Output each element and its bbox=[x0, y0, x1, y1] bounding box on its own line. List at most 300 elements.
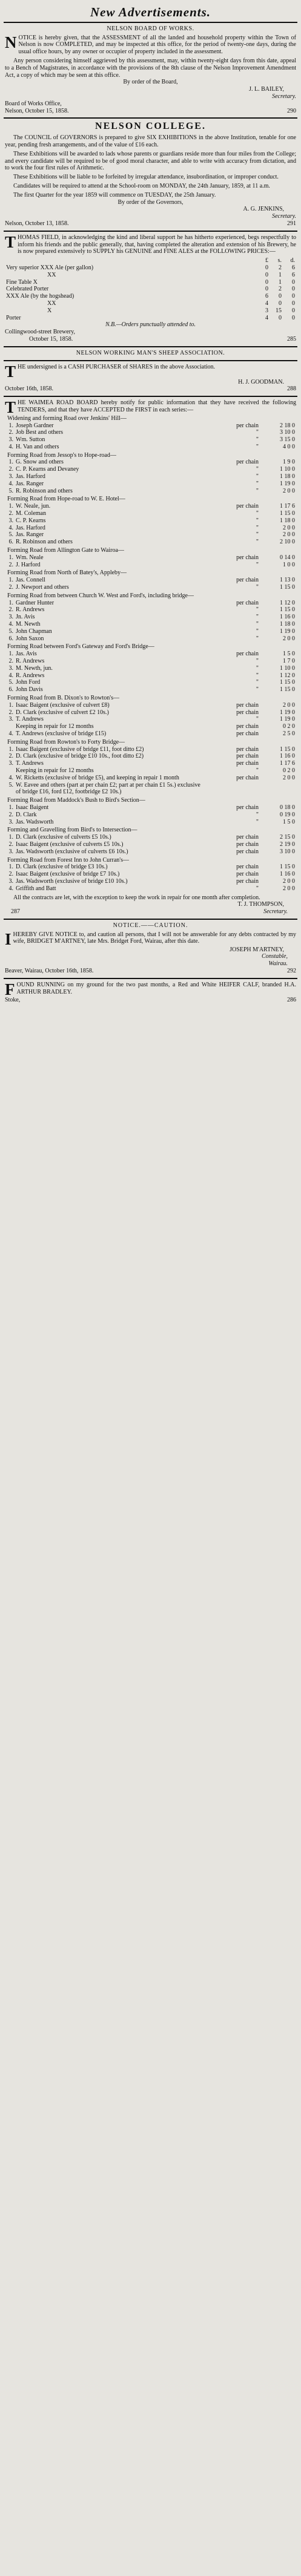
place-line: Wairau. bbox=[268, 960, 288, 968]
tender-name: Jn. Avis bbox=[16, 614, 35, 621]
tender-index: 1. bbox=[8, 577, 13, 584]
tender-index: 2. bbox=[8, 753, 13, 760]
tender-amount: 2 0 0 bbox=[283, 487, 295, 494]
tender-rate: " bbox=[256, 686, 259, 693]
price-pounds: 0 bbox=[265, 286, 268, 293]
tender-rate: per chain bbox=[236, 834, 259, 841]
ad-paragraph: These Exhibitions will be awarded to lads whose parents or guardians reside more than four miles from the College; and every candidate will be required to be of good moral character, and able to write with accuracy from dictation, and to work the four first rules of Arithmetic. bbox=[5, 150, 296, 172]
ad-body-text: HOMAS FIELD, in acknowledging the kind and liberal support he has hitherto experienced, begs respectfully to inform his friends and the public generally, that, having completed the alteration and extension of his Brewery, he is now prepared extensively to SUPPLY his GENUINE and FINE ALES at the FOLLOWING PRICES:— bbox=[18, 234, 296, 255]
tender-row bbox=[5, 658, 296, 665]
ad-notice-caution bbox=[4, 919, 297, 978]
tender-name: J. Harford bbox=[16, 561, 41, 568]
tender-index: 2. bbox=[8, 584, 13, 591]
tender-index: 6. bbox=[8, 539, 13, 546]
tender-amount: 1 17 6 bbox=[280, 760, 295, 767]
ad-paragraph: Candidates will be required to attend at the School-room on MONDAY, the 24th January, 1859, at 11 a.m. bbox=[13, 182, 270, 189]
tender-index: 2. bbox=[8, 658, 13, 664]
dateline-row bbox=[5, 336, 296, 343]
tender-table bbox=[5, 746, 296, 796]
tender-rate: per chain bbox=[236, 841, 259, 848]
price-shillings: 2 bbox=[279, 286, 282, 293]
tender-index: 4. bbox=[8, 774, 13, 781]
tender-amount: 1 16 0 bbox=[280, 871, 295, 878]
tender-amount: 1 13 0 bbox=[280, 577, 295, 584]
ad-ref: 285 bbox=[287, 335, 296, 342]
tender-rate: per chain bbox=[236, 753, 259, 760]
tender-name: H. Van and others bbox=[16, 443, 59, 450]
tender-amount: 2 0 0 bbox=[283, 774, 295, 781]
price-pounds: 0 bbox=[265, 264, 268, 271]
tender-rate: per chain bbox=[236, 864, 259, 871]
tender-section bbox=[5, 569, 296, 591]
tender-name: D. Clark (exclusive of bridge £3 10s.) bbox=[16, 864, 108, 871]
tender-row bbox=[5, 577, 296, 584]
price-label: Fine Table X bbox=[6, 278, 38, 286]
tender-rate: " bbox=[256, 480, 259, 487]
tender-row bbox=[5, 885, 296, 893]
ad-paragraph: These Exhibitions will be liable to be forfeited by irregular attendance, insubordination, or improper conduct. bbox=[13, 174, 279, 181]
tender-amount: 1 18 0 bbox=[280, 517, 295, 524]
drop-cap: T bbox=[5, 398, 16, 417]
tender-rate: " bbox=[256, 606, 259, 614]
tender-index: 5. bbox=[8, 531, 13, 539]
ad-cash-purchaser bbox=[4, 360, 297, 396]
price-shillings: 1 bbox=[279, 271, 282, 278]
tender-amount: 2 0 0 bbox=[283, 531, 295, 539]
tender-index: 2. bbox=[8, 466, 13, 473]
tender-name: John Davis bbox=[16, 686, 43, 693]
tender-index: 1. bbox=[8, 746, 13, 753]
price-pence: 0 bbox=[292, 278, 295, 286]
tender-row bbox=[5, 709, 296, 716]
newspaper-page bbox=[4, 0, 297, 1013]
tender-amount: 1 9 0 bbox=[283, 459, 295, 466]
tender-amount: 1 19 0 bbox=[280, 709, 295, 716]
tender-index: 1. bbox=[8, 701, 13, 709]
tender-row bbox=[5, 436, 296, 444]
tender-row bbox=[5, 488, 296, 495]
tender-row bbox=[5, 834, 296, 841]
tender-name: Isaac Baigent (exclusive of bridge £7 10s.) bbox=[16, 871, 120, 878]
tender-row bbox=[5, 422, 296, 430]
col-pence: d. bbox=[290, 257, 295, 264]
price-label: XXX Ale (by the hogshead) bbox=[6, 293, 74, 300]
tender-amount: 1 19 0 bbox=[280, 480, 295, 487]
tender-name: Isaac Baigent bbox=[16, 804, 49, 811]
tender-row bbox=[5, 600, 296, 607]
tender-row bbox=[5, 651, 296, 658]
tender-name: Job Best and others bbox=[16, 429, 64, 436]
tender-index: 1. bbox=[8, 422, 13, 429]
tender-row bbox=[5, 804, 296, 811]
price-row bbox=[5, 286, 296, 293]
tender-row bbox=[5, 525, 296, 532]
tender-index: 2. bbox=[8, 429, 13, 436]
tender-rate: " bbox=[256, 436, 259, 444]
tender-amount: 3 15 0 bbox=[280, 436, 295, 444]
tender-section bbox=[5, 496, 296, 546]
tender-index: 3. bbox=[8, 760, 13, 767]
tender-amount: 1 19 0 bbox=[280, 628, 295, 635]
tender-row bbox=[5, 746, 296, 753]
tender-row bbox=[5, 459, 296, 466]
price-label: Porter bbox=[6, 314, 21, 321]
drop-cap: T bbox=[5, 232, 16, 251]
tender-section-title: Forming Road from Hope-road to W. E. Hotel— bbox=[7, 496, 125, 503]
price-label: Very superior XXX Ale (per gallon) bbox=[6, 264, 94, 271]
tender-name: J. Newport and others bbox=[16, 584, 69, 591]
tender-amount: 2 10 0 bbox=[280, 539, 295, 546]
price-table bbox=[5, 257, 296, 321]
tender-row bbox=[5, 531, 296, 539]
ad-body bbox=[5, 982, 296, 996]
tender-name: C. P. Kearns bbox=[16, 517, 46, 524]
tender-amount: 3 10 0 bbox=[280, 429, 295, 436]
price-row bbox=[5, 279, 296, 286]
tender-amount: 1 15 0 bbox=[280, 746, 295, 753]
drop-cap: N bbox=[5, 33, 17, 51]
ad-nelson-college bbox=[4, 117, 297, 230]
ad-ref: 286 bbox=[287, 996, 296, 1003]
tender-row bbox=[5, 702, 296, 709]
tender-section bbox=[5, 797, 296, 825]
tender-name: R. Robinson and others bbox=[16, 487, 73, 494]
tender-index: 5. bbox=[8, 487, 13, 494]
price-label: XX bbox=[47, 300, 56, 307]
price-shillings: 15 bbox=[276, 307, 282, 314]
tender-row bbox=[5, 841, 296, 848]
tender-amount: 4 0 0 bbox=[283, 443, 295, 450]
tender-rate: " bbox=[256, 672, 259, 679]
tender-rate: " bbox=[256, 517, 259, 524]
tender-index: 5. bbox=[8, 781, 13, 788]
tender-amount: 1 19 0 bbox=[280, 716, 295, 723]
tender-name: Isaac Baigent (exclusive of bridge £11, foot ditto £2) bbox=[16, 746, 144, 753]
price-pence: 0 bbox=[292, 286, 295, 293]
tender-index: 3. bbox=[8, 877, 13, 885]
tender-rate: per chain bbox=[236, 554, 259, 561]
tender-name: M. Newth, jun. bbox=[16, 664, 53, 672]
col-shillings: s. bbox=[277, 257, 282, 264]
ad-board-of-works bbox=[4, 22, 297, 118]
ad-paragraph: The COUNCIL of GOVERNORS is prepared to give SIX EXHIBITIONS in the above Institution, tenable for one year, pending fresh arrangements, and of the value of £16 each. bbox=[5, 134, 296, 148]
tender-section bbox=[5, 415, 296, 451]
tender-rate: per chain bbox=[236, 723, 259, 730]
tender-amount: 3 10 0 bbox=[280, 848, 295, 855]
tender-rate: per chain bbox=[236, 871, 259, 878]
tender-amount: 0 18 0 bbox=[280, 804, 295, 811]
price-pounds: 0 bbox=[265, 271, 268, 278]
tender-rate: per chain bbox=[236, 459, 259, 466]
tender-amount: 1 15 0 bbox=[280, 679, 295, 686]
tender-row bbox=[5, 819, 296, 826]
tender-rate: " bbox=[256, 811, 259, 818]
tender-name: Joseph Gardner bbox=[16, 422, 54, 429]
tender-index: 4. bbox=[8, 672, 13, 679]
tender-row bbox=[5, 473, 296, 480]
tender-index: 2. bbox=[8, 561, 13, 568]
tender-amount: 1 0 0 bbox=[283, 561, 295, 568]
price-shillings: 0 bbox=[279, 314, 282, 321]
tender-rate: " bbox=[256, 531, 259, 539]
price-pounds: 0 bbox=[265, 278, 268, 286]
ad-heading: NELSON WORKING MAN'S SHEEP ASSOCIATION. bbox=[76, 349, 225, 356]
price-header-row bbox=[5, 257, 296, 264]
tender-rate: " bbox=[256, 429, 259, 436]
tender-row bbox=[5, 628, 296, 635]
tender-index bbox=[5, 723, 15, 730]
signatory-title: Secretary. bbox=[272, 93, 296, 100]
tender-table bbox=[5, 422, 296, 451]
tender-index: 3. bbox=[8, 614, 13, 621]
tender-row bbox=[5, 429, 296, 436]
tender-amount: 0 2 0 bbox=[283, 723, 295, 730]
tender-name: John Ford bbox=[16, 679, 41, 686]
tender-sections bbox=[5, 415, 296, 893]
tender-index: 1. bbox=[8, 651, 13, 658]
tender-amount: 2 0 0 bbox=[283, 701, 295, 709]
tender-amount: 1 18 0 bbox=[280, 473, 295, 480]
tender-name: T. Andrews bbox=[16, 760, 44, 767]
tender-index: 4. bbox=[8, 730, 13, 737]
tender-name: W. Neale, jun. bbox=[16, 503, 51, 510]
tender-name: Jas. Wadsworth (exclusive of culverts £6 10s.) bbox=[16, 848, 128, 855]
tender-row bbox=[5, 665, 296, 672]
tender-name: Jas. Harford bbox=[16, 473, 45, 480]
tender-table bbox=[5, 503, 296, 546]
tender-name: T. Andrews (exclusive of bridge £15) bbox=[16, 730, 107, 737]
ad-ref: 288 bbox=[287, 385, 296, 393]
ad-body bbox=[5, 234, 296, 255]
ad-heading: NELSON COLLEGE. bbox=[95, 121, 206, 132]
tender-row bbox=[5, 753, 296, 760]
ad-body bbox=[5, 931, 296, 946]
tender-amount: 2 5 0 bbox=[283, 730, 295, 737]
tender-rate: per chain bbox=[236, 746, 259, 753]
signatory: JOSEPH M'ARTNEY, bbox=[230, 946, 284, 953]
signatory-title: Secretary. bbox=[263, 908, 288, 916]
by-order: By order of the Board, bbox=[123, 79, 178, 86]
tender-amount: 2 0 0 bbox=[283, 885, 295, 892]
tender-rate: per chain bbox=[236, 651, 259, 658]
tender-name: Jas. Harford bbox=[16, 524, 45, 531]
price-pence: 6 bbox=[292, 271, 295, 278]
tender-amount: 1 15 0 bbox=[280, 864, 295, 871]
price-shillings: 0 bbox=[279, 300, 282, 307]
tender-table bbox=[5, 577, 296, 591]
tender-row bbox=[5, 864, 296, 871]
price-pence: 0 bbox=[292, 300, 295, 307]
tender-name: Keeping in repair for 12 months bbox=[16, 723, 94, 730]
tender-rate: " bbox=[256, 614, 259, 621]
tender-rate: " bbox=[256, 510, 259, 517]
tender-row bbox=[5, 444, 296, 451]
tender-name: M. Coleman bbox=[16, 510, 46, 517]
dateline: Nelson, October 13, 1858. bbox=[5, 220, 69, 227]
tender-section-title: Forming Road from Allington Gate to Wairoa— bbox=[7, 547, 124, 554]
tender-amount: 1 15 0 bbox=[280, 606, 295, 614]
price-pence: 0 bbox=[292, 314, 295, 321]
price-pounds: 3 bbox=[265, 307, 268, 314]
tender-index: 3. bbox=[8, 436, 13, 444]
price-label: XX bbox=[47, 271, 56, 278]
price-label: X bbox=[47, 307, 52, 314]
drop-cap: T bbox=[5, 362, 16, 381]
ad-found-running bbox=[4, 978, 297, 1007]
tender-row bbox=[5, 716, 296, 723]
ad-paragraph: All the contracts are let, with the exception to keep the work in repair for one month after completion. bbox=[13, 894, 260, 901]
col-pounds: £ bbox=[265, 257, 268, 264]
tender-table bbox=[5, 554, 296, 569]
tender-rate bbox=[203, 782, 260, 796]
tender-name: Jas. Wadsworth bbox=[16, 818, 54, 825]
tender-row bbox=[5, 635, 296, 643]
tender-table bbox=[5, 834, 296, 855]
signatory: A. G. JENKINS, bbox=[243, 206, 284, 213]
tender-name: Isaac Baigent (exclusive of culvert £8) bbox=[16, 701, 110, 709]
ad-heading: NELSON BOARD OF WORKS. bbox=[107, 25, 194, 32]
tender-section-title: Forming Road from Rowton's to Forty Bridge— bbox=[7, 738, 125, 746]
tender-amount: 1 15 0 bbox=[280, 584, 295, 591]
ad-body bbox=[5, 362, 296, 381]
dateline: Nelson, October 15, 1858. bbox=[5, 107, 69, 114]
tender-rate: " bbox=[256, 716, 259, 723]
tender-amount: 2 0 0 bbox=[283, 524, 295, 531]
price-shillings: 0 bbox=[279, 293, 282, 300]
ad-ref: 292 bbox=[287, 968, 296, 975]
place-line: Collingwood-street Brewery, bbox=[5, 329, 75, 336]
tender-row bbox=[5, 767, 296, 775]
tender-row bbox=[5, 686, 296, 693]
tender-name: Jas. Ranger bbox=[16, 531, 44, 539]
tender-row bbox=[5, 480, 296, 488]
tender-index: 1. bbox=[8, 864, 13, 871]
tender-row bbox=[5, 503, 296, 510]
tender-amount: 1 10 0 bbox=[280, 466, 295, 473]
dateline: Beaver, Wairau, October 16th, 1858. bbox=[5, 968, 94, 975]
tender-amount: 0 2 0 bbox=[283, 767, 295, 774]
tender-index: 4. bbox=[8, 885, 13, 892]
ad-note: N.B.—Orders punctually attended to. bbox=[105, 321, 196, 329]
tender-rate: " bbox=[256, 818, 259, 825]
tender-amount: 2 0 0 bbox=[283, 877, 295, 885]
tender-name: W. Ricketts (exclusive of bridge £5), and keeping in repair 1 month bbox=[16, 774, 179, 781]
tender-section bbox=[5, 592, 296, 643]
tender-amount: 2 18 0 bbox=[280, 422, 295, 429]
tender-row bbox=[5, 775, 296, 782]
tender-row bbox=[5, 782, 296, 796]
tender-name: R. Robinson and others bbox=[16, 539, 73, 546]
tender-table bbox=[5, 459, 296, 494]
by-order: By order of the Governors, bbox=[117, 198, 184, 206]
tender-row bbox=[5, 539, 296, 546]
tender-index: 1. bbox=[8, 554, 13, 561]
dateline: October 16th, 1858. bbox=[5, 385, 53, 393]
dateline-row bbox=[5, 220, 296, 228]
signatory: ARTHUR BRADLEY. bbox=[16, 988, 72, 995]
price-pounds: 6 bbox=[265, 293, 268, 300]
drop-cap: F bbox=[5, 980, 15, 998]
ad-paragraph: Any person considering himself aggrieved by this assessment, may, within twenty-eight days from this date, appeal to a Bench of Magistrates, in accordance with the provisions of the 8th clause of the Nelson Improvement Amendment Act, a copy of which may be seen at this office. bbox=[5, 57, 296, 79]
ad-body-text: HEREBY GIVE NOTICE to, and caution all persons, that I will not be answerable for any debts contracted by my wife, BRIDGET M'ARTNEY, late Mrs. Bridget Ford, Wairau, after this date. bbox=[13, 931, 296, 945]
tender-name: Jas. Wadsworth (exclusive of bridge £10 10s.) bbox=[16, 877, 128, 885]
drop-cap: I bbox=[5, 929, 12, 948]
tender-section-title: Forming Road from Maddock's Bush to Bird's Section— bbox=[7, 797, 145, 804]
tender-amount: 1 16 0 bbox=[280, 614, 295, 621]
tender-row bbox=[5, 621, 296, 628]
tender-index: 3. bbox=[8, 848, 13, 855]
price-row bbox=[5, 264, 296, 272]
ad-ref: 287 bbox=[11, 908, 20, 916]
signatory-title: Constable, bbox=[261, 953, 288, 960]
tender-row bbox=[5, 730, 296, 738]
tender-row bbox=[5, 760, 296, 767]
tender-rate: per chain bbox=[236, 760, 259, 767]
ad-body-text: HE undersigned is a CASH PURCHASER of SHARES in the above Association. bbox=[18, 363, 216, 370]
tender-rate: " bbox=[256, 584, 259, 591]
signatory: J. L. BAILEY, bbox=[249, 86, 284, 93]
price-pence: 0 bbox=[292, 293, 295, 300]
tender-name: D. Clark (exclusive of culvert £2 10s.) bbox=[16, 709, 109, 716]
tender-amount: 1 5 0 bbox=[283, 651, 295, 658]
tender-amount: 1 17 6 bbox=[280, 503, 295, 510]
tender-name: Wm. Neale bbox=[16, 554, 44, 561]
tender-index: 1. bbox=[8, 834, 13, 841]
tender-name: D. Clark bbox=[16, 811, 37, 818]
tender-index: 2. bbox=[8, 510, 13, 517]
tender-rate: per chain bbox=[236, 577, 259, 584]
price-shillings: 1 bbox=[279, 278, 282, 286]
signatory-title: Secretary. bbox=[272, 213, 296, 220]
tender-amount: 2 0 0 bbox=[283, 635, 295, 642]
tender-section-title: Forming and Gravelling from Bird's to Intersection— bbox=[7, 827, 137, 834]
office-line: Board of Works Office, bbox=[5, 100, 62, 107]
tender-section bbox=[5, 827, 296, 855]
tender-rate: per chain bbox=[236, 422, 259, 429]
tender-name: R. Andrews bbox=[16, 606, 45, 614]
price-row bbox=[5, 315, 296, 322]
tender-rate: " bbox=[256, 635, 259, 642]
tender-name: Keeping in repair for 12 months bbox=[16, 767, 94, 774]
price-row bbox=[5, 293, 296, 300]
tender-name: Jas. Connell bbox=[16, 577, 45, 584]
tender-section-title: Forming Road between Ford's Gateway and Ford's Bridge— bbox=[7, 643, 154, 651]
tender-index: 3. bbox=[8, 473, 13, 480]
tender-row bbox=[5, 811, 296, 819]
price-pence: 0 bbox=[292, 307, 295, 314]
tender-rate: " bbox=[256, 561, 259, 568]
tender-section bbox=[5, 452, 296, 495]
price-row bbox=[5, 272, 296, 279]
tender-section bbox=[5, 695, 296, 738]
tender-index: 2. bbox=[8, 709, 13, 716]
tender-rate: per chain bbox=[236, 503, 259, 510]
tender-section bbox=[5, 643, 296, 693]
tender-table bbox=[5, 651, 296, 693]
tender-row bbox=[5, 723, 296, 730]
tender-amount: 1 18 0 bbox=[280, 621, 295, 628]
masthead-title: New Advertisements. bbox=[90, 5, 211, 19]
tender-amount: 0 14 0 bbox=[280, 554, 295, 561]
price-pounds: 4 bbox=[265, 300, 268, 307]
tender-row bbox=[5, 614, 296, 621]
ad-body-text: OTICE is hereby given, that the ASSESSMENT of all the landed and household property within the Town of Nelson is now COMPLETED, and may be inspected at this office, for the period of twenty-one days, during the usual office hours, by any owner or occupier of property included in the assessment. bbox=[18, 34, 296, 56]
price-label: Celebrated Porter bbox=[6, 286, 49, 293]
tender-amount: 1 16 0 bbox=[280, 753, 295, 760]
tender-row bbox=[5, 672, 296, 680]
tender-name: C. P. Kearns and Devaney bbox=[16, 466, 79, 473]
tender-index: 5. bbox=[8, 628, 13, 635]
